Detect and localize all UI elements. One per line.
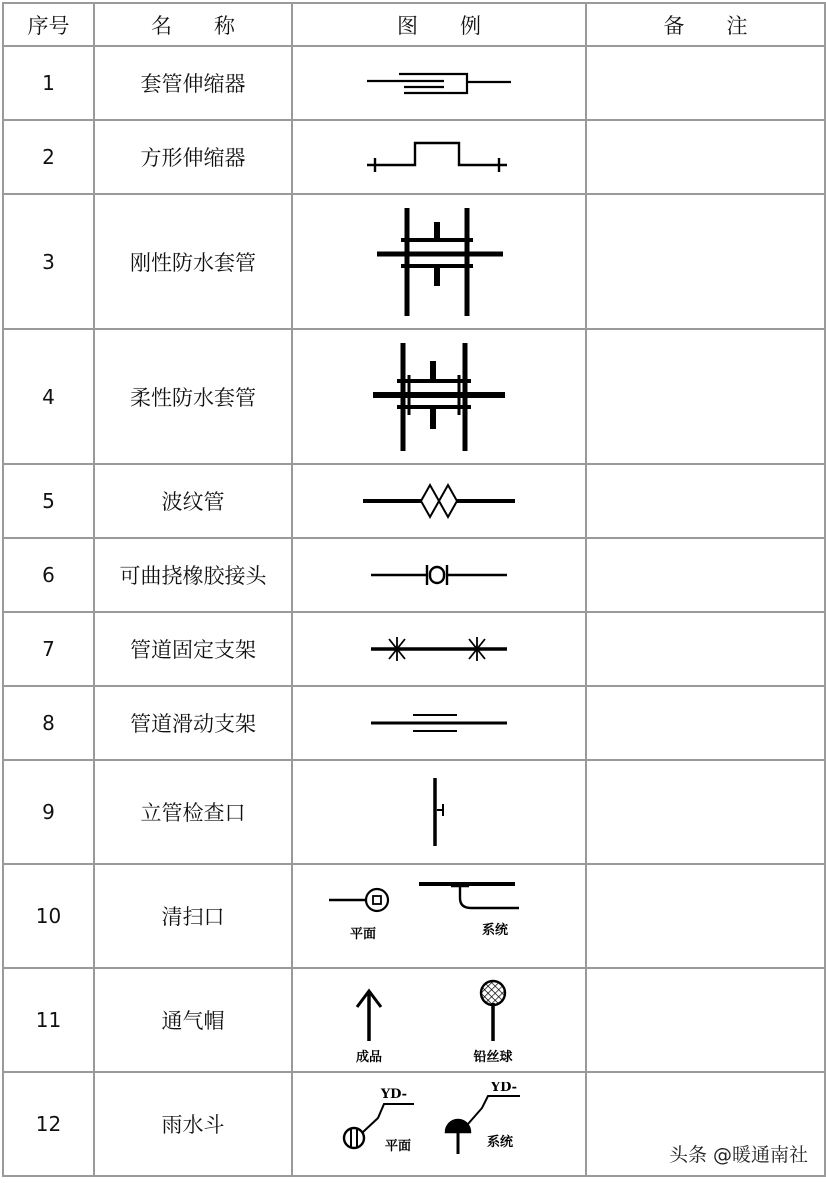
plan-view-label: 平面 bbox=[349, 927, 377, 942]
fixed-pipe-support-icon bbox=[367, 629, 511, 669]
row-name: 刚性防水套管 bbox=[94, 194, 292, 329]
flexible-waterproof-sleeve-icon bbox=[369, 339, 509, 455]
rain-hopper-icon bbox=[334, 1082, 544, 1166]
table-row bbox=[3, 686, 825, 760]
row-name: 可曲挠橡胶接头 bbox=[94, 538, 292, 612]
row-name: 套管伸缩器 bbox=[94, 46, 292, 120]
header-symbol: 图 例 bbox=[292, 3, 586, 46]
row-number: 9 bbox=[3, 760, 94, 864]
system-view-label: 系统 bbox=[481, 923, 509, 938]
row-symbol bbox=[292, 686, 586, 760]
table-row bbox=[3, 46, 825, 120]
row-remark bbox=[586, 968, 825, 1072]
table-row bbox=[3, 864, 825, 968]
bellows-icon bbox=[357, 479, 521, 523]
row-name: 清扫口 bbox=[94, 864, 292, 968]
row-number: 12 bbox=[3, 1072, 94, 1176]
symbol-legend-table bbox=[2, 2, 826, 1177]
finished-product-label: 成品 bbox=[355, 1050, 383, 1065]
riser-inspection-port-icon bbox=[419, 774, 459, 850]
row-symbol bbox=[292, 329, 586, 464]
sliding-pipe-support-icon bbox=[367, 703, 511, 743]
row-remark bbox=[586, 612, 825, 686]
row-symbol bbox=[292, 612, 586, 686]
row-remark bbox=[586, 46, 825, 120]
row-name: 方形伸缩器 bbox=[94, 120, 292, 194]
row-name: 管道固定支架 bbox=[94, 612, 292, 686]
table-row bbox=[3, 329, 825, 464]
row-number: 6 bbox=[3, 538, 94, 612]
flexible-rubber-joint-icon bbox=[367, 555, 511, 595]
row-symbol bbox=[292, 464, 586, 538]
row-remark bbox=[586, 538, 825, 612]
row-remark bbox=[586, 120, 825, 194]
row-remark bbox=[586, 864, 825, 968]
cleanout-icon bbox=[319, 876, 559, 956]
row-symbol bbox=[292, 864, 586, 968]
row-symbol bbox=[292, 194, 586, 329]
row-symbol bbox=[292, 538, 586, 612]
row-name: 波纹管 bbox=[94, 464, 292, 538]
wire-ball-label: 铅丝球 bbox=[473, 1050, 513, 1065]
row-symbol bbox=[292, 46, 586, 120]
table-row bbox=[3, 464, 825, 538]
table-row bbox=[3, 612, 825, 686]
watermark: 头条 @暖通南社 bbox=[668, 1144, 808, 1166]
row-name: 雨水斗 bbox=[94, 1072, 292, 1176]
row-symbol bbox=[292, 1072, 586, 1176]
row-number: 4 bbox=[3, 329, 94, 464]
row-remark bbox=[586, 760, 825, 864]
row-remark bbox=[586, 194, 825, 329]
row-remark bbox=[586, 464, 825, 538]
row-name: 柔性防水套管 bbox=[94, 329, 292, 464]
header-name: 名 称 bbox=[94, 3, 292, 46]
row-number: 1 bbox=[3, 46, 94, 120]
system-view-label: 系统 bbox=[486, 1135, 514, 1150]
system-code-label: YD- bbox=[490, 1082, 518, 1095]
table-row bbox=[3, 760, 825, 864]
row-name: 通气帽 bbox=[94, 968, 292, 1072]
plan-view-label: 平面 bbox=[384, 1139, 412, 1154]
row-symbol bbox=[292, 968, 586, 1072]
table-row bbox=[3, 538, 825, 612]
row-symbol bbox=[292, 760, 586, 864]
header-remark: 备 注 bbox=[586, 3, 825, 46]
vent-cap-icon bbox=[329, 975, 549, 1065]
row-number: 11 bbox=[3, 968, 94, 1072]
table-row bbox=[3, 120, 825, 194]
row-number: 5 bbox=[3, 464, 94, 538]
row-name: 管道滑动支架 bbox=[94, 686, 292, 760]
row-name: 立管检查口 bbox=[94, 760, 292, 864]
row-number: 7 bbox=[3, 612, 94, 686]
row-number: 8 bbox=[3, 686, 94, 760]
table-row bbox=[3, 194, 825, 329]
row-remark bbox=[586, 329, 825, 464]
row-symbol bbox=[292, 120, 586, 194]
table-header-row bbox=[3, 3, 825, 46]
sleeve-expansion-joint-icon bbox=[359, 63, 519, 103]
row-remark bbox=[586, 686, 825, 760]
square-expansion-joint-icon bbox=[359, 135, 519, 179]
row-number: 3 bbox=[3, 194, 94, 329]
table-row bbox=[3, 968, 825, 1072]
plan-code-label: YD- bbox=[380, 1087, 408, 1102]
row-number: 10 bbox=[3, 864, 94, 968]
rigid-waterproof-sleeve-icon bbox=[369, 204, 509, 320]
row-number: 2 bbox=[3, 120, 94, 194]
header-number: 序号 bbox=[3, 3, 94, 46]
